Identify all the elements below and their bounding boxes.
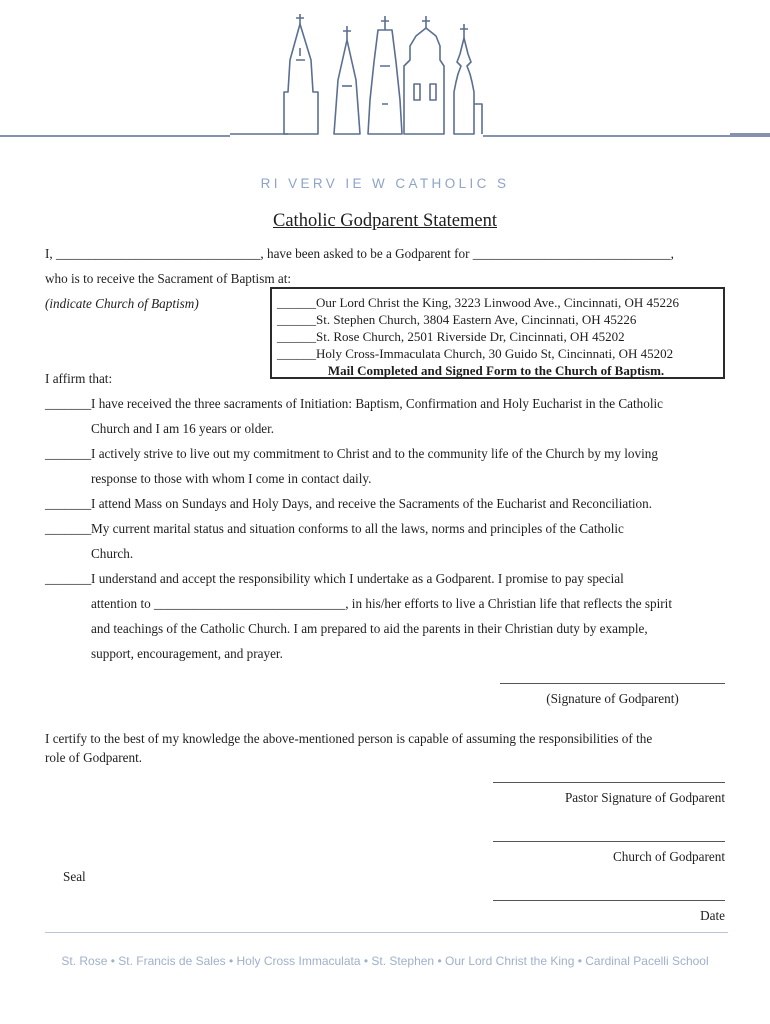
certify-text: role of Godparent. — [45, 750, 143, 765]
affirmation-blank[interactable]: _______ — [45, 496, 92, 511]
church-of-godparent-line[interactable] — [493, 841, 725, 842]
affirmation-blank[interactable]: _______ — [45, 446, 92, 461]
church-option[interactable]: ______Our Lord Christ the King, 3223 Linwood Ave., Cincinnati, OH 45226 — [277, 295, 680, 310]
date-line[interactable] — [493, 900, 725, 901]
affirmation-text: Church and I am 16 years or older. — [91, 421, 275, 436]
footer-divider — [45, 932, 728, 933]
affirmation-text: I understand and accept the responsibility which I undertake as a Godparent. I promise to pay special — [91, 571, 624, 586]
affirm-label: I affirm that: — [45, 371, 113, 386]
church-of-godparent-label: Church of Godparent — [612, 849, 725, 864]
affirmation-text: I have received the three sacraments of Initiation: Baptism, Confirmation and Holy Eucharist in the Catholic — [91, 396, 664, 411]
affirmation-text: I attend Mass on Sundays and Holy Days, and receive the Sacraments of the Eucharist and Reconciliation. — [91, 496, 653, 511]
affirmation-text: response to those with whom I come in contact daily. — [91, 471, 372, 486]
pastor-signature-line[interactable] — [493, 782, 725, 783]
indicate-church-label: (indicate Church of Baptism) — [45, 296, 199, 311]
document-title: Catholic Godparent Statement — [273, 211, 497, 231]
church-option[interactable]: ______St. Stephen Church, 3804 Eastern Ave, Cincinnati, OH 45226 — [277, 312, 637, 327]
pastor-signature-label: Pastor Signature of Godparent — [564, 790, 725, 805]
affirmation-text: and teachings of the Catholic Church. I am prepared to aid the parents in their Christian duty by example, — [91, 621, 648, 636]
church-skyline-logo — [0, 0, 770, 140]
affirmation-text: Church. — [91, 546, 134, 561]
godparent-signature-line[interactable] — [500, 683, 725, 684]
godparent-signature-label: (Signature of Godparent) — [546, 691, 679, 706]
affirmation-blank[interactable]: _______ — [45, 396, 92, 411]
brand-name: RI VERV IE W CATHOLIC S — [260, 176, 510, 191]
footer-parishes: St. Rose • St. Francis de Sales • Holy Cross Immaculata • St. Stephen • Our Lord Christ the King • Cardinal Pacelli School — [61, 954, 709, 968]
affirmation-blank[interactable]: _______ — [45, 521, 92, 536]
date-label: Date — [700, 908, 725, 923]
affirmation-text: My current marital status and situation conforms to all the laws, norms and principles of the Catholic — [91, 521, 624, 536]
intro-line: I, _______________________________, have been asked to be a Godparent for ______________________________, — [45, 246, 674, 261]
affirmation-text: I actively strive to live out my commitment to Christ and to the community life of the Church by my loving — [91, 446, 658, 461]
church-option[interactable]: ______Holy Cross-Immaculata Church, 30 Guido St, Cincinnati, OH 45202 — [277, 346, 674, 361]
affirmation-text: attention to _____________________________, in his/her efforts to live a Christian life that reflects the spirit — [91, 596, 673, 611]
church-option[interactable]: ______St. Rose Church, 2501 Riverside Dr, Cincinnati, OH 45202 — [277, 329, 625, 344]
seal-label: Seal — [63, 869, 86, 884]
intro-line: who is to receive the Sacrament of Baptism at: — [45, 271, 292, 286]
affirmation-blank[interactable]: _______ — [45, 571, 92, 586]
mail-instruction: Mail Completed and Signed Form to the Church of Baptism. — [327, 363, 665, 378]
church-options-box — [270, 287, 725, 379]
affirmation-text: support, encouragement, and prayer. — [91, 646, 283, 661]
certify-text: I certify to the best of my knowledge the above-mentioned person is capable of assuming the responsibilities of the — [45, 731, 653, 746]
